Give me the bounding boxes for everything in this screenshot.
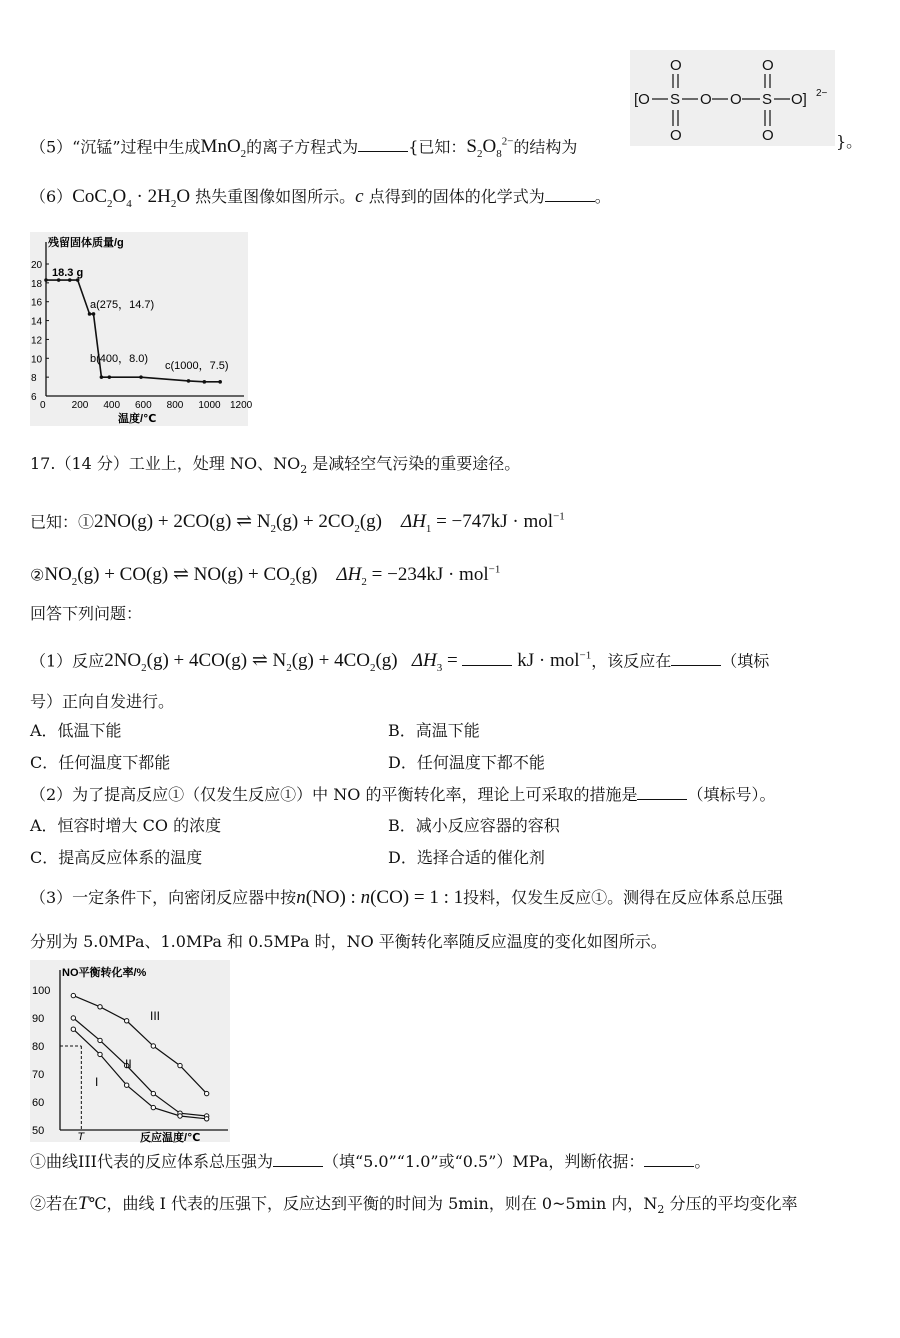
chart1-annotation-start: 18.3 g: [52, 267, 84, 279]
chart2-point: [124, 1019, 128, 1023]
structure-left-o: [O: [634, 91, 650, 108]
chart1-x-tick-label: 400: [103, 400, 121, 411]
q5-close: }。: [836, 132, 863, 151]
chart1-y-tick-label: 10: [31, 354, 43, 366]
structure-o-top2: O: [762, 57, 774, 74]
structure-s1: S: [670, 91, 681, 108]
answer-blank-p2[interactable]: [637, 783, 687, 800]
chart2-point: [98, 1005, 102, 1009]
chart1-y-tick-label: 18: [31, 278, 43, 290]
chart1-point: [203, 380, 207, 384]
chart2-svg: [30, 960, 230, 1142]
structure-o-bot2: O: [762, 127, 774, 144]
structure-o-mid1: O: [700, 91, 712, 108]
mno2-formula: MnO$_2$: [200, 136, 247, 161]
chart1-point: [139, 375, 143, 379]
chart1-point: [88, 312, 92, 316]
option-2d: D．选择合适的催化剂: [388, 848, 545, 867]
chart2-point: [204, 1091, 208, 1095]
answer-blank-q5[interactable]: [358, 135, 408, 152]
structure-o-bot1: O: [670, 127, 682, 144]
q17-part1-cont: 号）正向自发进行。: [30, 692, 175, 711]
answer-blank-sub1a[interactable]: [273, 1150, 323, 1167]
chart2-y-label: NO平衡转化率/%: [62, 967, 147, 979]
chart1-point: [187, 379, 191, 383]
structure-o-top1: O: [670, 57, 682, 74]
chart2-y-tick-label: 100: [32, 985, 51, 997]
answer-blank-sub1b[interactable]: [644, 1150, 694, 1167]
chart1-y-tick-label: 12: [31, 335, 43, 347]
thermogravimetric-chart: [30, 232, 253, 426]
q17-part3-cont: 分别为 5.0MPa、1.0MPa 和 0.5MPa 时，NO 平衡转化率随反应温度的变化如图所示。: [30, 932, 667, 951]
persulfate-structure: [630, 50, 835, 146]
known-eq2: $②NO_2(g) + CO(g)$ ⇌ $NO(g) + CO_2(g)$ $\Delta H_2 = -234kJ \cdot mol^{-1}$: [30, 564, 501, 589]
chart2-point: [204, 1117, 208, 1121]
option-2b: B．减小反应容器的容积: [388, 816, 560, 835]
chart1-y-label: 残留固体质量/g: [48, 237, 124, 249]
chart2-y-tick-label: 90: [32, 1013, 45, 1025]
chart1-point: [108, 375, 112, 379]
option-2c: C．提高反应体系的温度: [30, 848, 203, 867]
q5-line: （5）“沉锰”过程中生成MnO$_2$的离子方程式为 {已知：$S_2O_8^{2-}$的结构为: [30, 136, 578, 161]
cobalt-oxalate-formula: $CoC_2O_4 \cdot 2H_2O$: [72, 186, 191, 210]
chart2-point: [124, 1083, 128, 1087]
chart2-y-tick-label: 80: [32, 1041, 45, 1053]
chart1-annotation-c: c(1000，7.5): [165, 360, 229, 372]
chart1-point: [92, 312, 96, 316]
chart2-y-tick-label: 50: [32, 1125, 45, 1137]
chart2-curve-i: [73, 1029, 206, 1119]
q17-sub1: ①曲线III代表的反应体系总压强为 （填“5.0”“1.0”或“0.5”）MPa，判断依据： 。: [30, 1152, 711, 1171]
answer-blank-spontaneous[interactable]: [671, 649, 721, 666]
known-eq1: 已知：①2NO(g) + 2CO(g) ⇌ $N_2(g) + 2CO_2(g)$ $\Delta H_1 = -747kJ \cdot mol^{-1}$: [30, 511, 565, 536]
chart2-x-label: 反应温度/℃: [140, 1132, 201, 1144]
chart2-point: [71, 1027, 75, 1031]
chart1-x-tick-label: 200: [71, 400, 89, 411]
option-1a: A．低温下能: [30, 721, 122, 740]
chart1-y-tick-label: 8: [31, 373, 37, 385]
structure-charge: 2−: [816, 88, 828, 99]
chart1-x-tick-label: 1000: [198, 400, 221, 411]
answer-prompt: 回答下列问题：: [30, 604, 143, 623]
s2o8-formula: $S_2O_8^{2-}$: [466, 136, 514, 161]
structure-s2: S: [762, 91, 773, 108]
persulfate-svg: [630, 50, 835, 146]
q17-head: 17.（14 分）工业上，处理 NO、$NO_2$ 是减轻空气污染的重要途径。: [30, 454, 521, 477]
chart2-y-tick-label: 60: [32, 1097, 45, 1109]
chart2-point: [98, 1038, 102, 1042]
chart1-y-tick-label: 16: [31, 297, 43, 309]
option-2a: A．恒容时增大 CO 的浓度: [30, 816, 222, 835]
q6-line: $(6)CoC_2O_4 \cdot 2H_2O$ 热失重图像如图所示。c 点得到的固体的化学式为 。: [30, 186, 611, 210]
chart1-x-label: 温度/℃: [118, 413, 157, 425]
chart2-y-tick-label: 70: [32, 1069, 45, 1081]
answer-blank-q6[interactable]: [545, 185, 595, 202]
chart2-point: [98, 1052, 102, 1056]
chart1-point: [218, 380, 222, 384]
chart1-point: [44, 278, 48, 282]
conversion-chart: [30, 960, 230, 1142]
chart1-x-tick-label: 600: [135, 400, 152, 411]
chart2-point: [71, 1016, 75, 1020]
chart2-point: [151, 1105, 155, 1109]
chart2-point: [71, 993, 75, 997]
chart1-point: [100, 375, 104, 379]
chart1-y-tick-label: 20: [31, 260, 43, 271]
chart1-y-tick-label: 14: [31, 316, 43, 328]
chart1-svg: [30, 232, 253, 426]
chart2-point: [151, 1044, 155, 1048]
chart2-point: [178, 1114, 182, 1118]
q17-part3: （3）一定条件下，向密闭反应器中按n(NO) : n(CO) = 1 : 1投料，仅发生反应①。测得在反应体系总压强: [30, 887, 784, 908]
q17-sub2: ②若在T℃，曲线 I 代表的压强下，反应达到平衡的时间为 5min，则在 0~5min 内，$N_2$ 分压的平均变化率: [30, 1193, 798, 1217]
chart1-annotation-b: b(400，8.0): [90, 353, 149, 365]
option-1d: D．任何温度下都不能: [388, 753, 545, 772]
option-1c: C．任何温度下都能: [30, 753, 171, 772]
chart1-x-tick-label: 1200: [230, 400, 253, 411]
structure-right-o: O]: [791, 91, 807, 108]
chart2-series-label-iii: III: [150, 1009, 161, 1023]
answer-blank-dh3[interactable]: [462, 649, 512, 666]
option-1b: B．高温下能: [388, 721, 480, 740]
chart1-annotation-a: a(275，14.7): [90, 299, 155, 311]
chart1-x-tick-label: 0: [40, 400, 46, 411]
q17-part1: （1）反应$2NO_2(g) + 4CO(g)$ ⇌ $N_2(g) + 4CO_2(g)$ $\Delta H_3$ = kJ · mol$^{-1}$，该反应在 （填标: [30, 650, 770, 675]
chart2-series-label-ii: II: [125, 1057, 132, 1071]
chart1-x-tick-label: 800: [166, 400, 184, 411]
chart2-point: [151, 1091, 155, 1095]
chart2-point: [178, 1063, 182, 1067]
chart2-t-marker: T: [77, 1131, 85, 1143]
chart2-series-label-i: I: [95, 1075, 99, 1089]
structure-o-mid2: O: [730, 91, 742, 108]
chart1-y-tick-label: 6: [31, 392, 37, 403]
q17-part2: （2）为了提高反应①（仅发生反应①）中 NO 的平衡转化率，理论上可采取的措施是 （填标号）。: [30, 785, 776, 804]
